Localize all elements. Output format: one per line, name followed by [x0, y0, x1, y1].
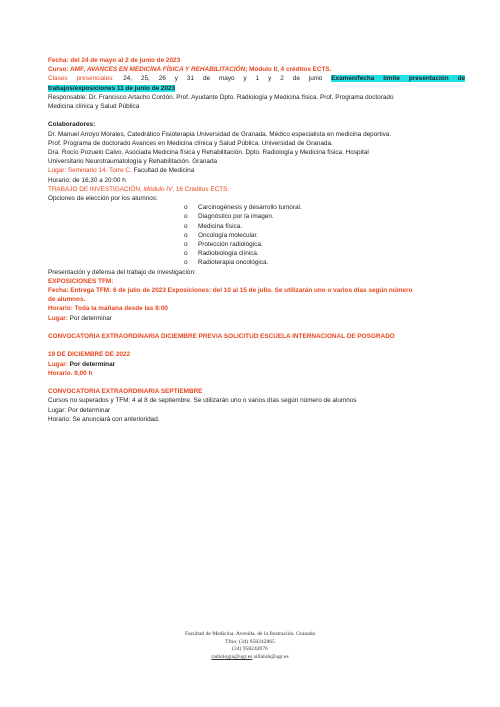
email-link-radiologia[interactable]: radiologia@ugr.es [211, 653, 253, 660]
trabajo-line [48, 185, 465, 194]
septiembre-cursos: Cursos no superados y TFM: 4 al 8 de septiembre. Se utilizarán uno o varios días según número de alumnos [48, 397, 357, 405]
document-body [48, 56, 465, 424]
diciembre-lugar-value: Por determinar [69, 360, 116, 368]
lugar-label: Lugar: [48, 167, 68, 175]
list-item: o Medicina física. [184, 222, 243, 230]
colaboradores-title: Colaboradores: [48, 121, 96, 129]
septiembre-lugar: Lugar: Por determinar [48, 406, 111, 414]
bullet-icon: o [184, 241, 188, 249]
colaborador-1: Dr. Manuel Arroyo Morales, Catedrático Fisioterapia Universidad de Granada. Médico especialista en medicina deportiva. [48, 130, 392, 138]
diciembre-lugar [48, 360, 465, 369]
exposiciones-fecha-cont: de alumnos. [48, 296, 86, 304]
trabajo-suffix: , 16 Créditos ECTS. [172, 185, 230, 193]
lugar-value: Seminario 14. Torre C. [67, 167, 134, 175]
clases-line [48, 74, 465, 83]
exposiciones-fecha: Fecha: Entrega TFM: 6 de julio de 2023 Exposiciones: del 10 al 15 de julio. Se utilizarán uno o varios días según número [48, 287, 413, 295]
curso-prefix: Curso: AMF, [48, 66, 87, 74]
page-footer [0, 631, 500, 661]
exposiciones-lugar-label: Lugar: [48, 314, 70, 322]
footer-phone: Tfno: (34) 958242865 [225, 638, 275, 645]
clases-label: Clases presenciales: [48, 75, 115, 83]
lugar-rest: Facultad de Medicina [133, 167, 195, 175]
colaborador-2: Dra. Rocío Pozuelo Calvo. Asociada Medicina física y Rehabilitación. Dpto. Radiología y Medicina física. Hospital [48, 149, 369, 157]
trabajo-prefix: TRABAJO DE INVESTIGACIÓN, [48, 185, 144, 193]
exposiciones-title: EXPOSICIONES TFM: [48, 277, 114, 285]
exposiciones-lugar [48, 314, 465, 323]
diciembre-horario: Horario. 9,00 h [48, 369, 93, 377]
diciembre-lugar-label: Lugar: [48, 360, 70, 368]
presentacion-line: Presentación y defensa del trabajo de investigación: [48, 268, 196, 276]
lugar-line [48, 166, 465, 175]
opciones-line: Opciones de elección por los alumnos: [48, 195, 158, 203]
options-list [48, 203, 465, 267]
exposiciones-lugar-value: Por determinar [69, 314, 112, 322]
list-item: o Oncología molecular. [184, 231, 259, 239]
septiembre-horario: Horario: Se anunciará con anterioridad. [48, 415, 160, 423]
bullet-icon: o [184, 213, 188, 221]
convocatoria-septiembre-title: CONVOCATORIA EXTRAORDINARIA SEPTIEMBRE [48, 388, 203, 396]
footer-emails [0, 654, 500, 662]
list-item: o Carcinogénesis y desarrollo tumoral. [184, 204, 302, 212]
convocatoria-diciembre-title: CONVOCATORIA EXTRAORDINARIA DICIEMBRE PREVIA SOLICITUD ESCUELA INTERNACIONAL DE POSGRADO [48, 333, 395, 341]
footer-phone-2: (34) 958242076 [232, 646, 268, 653]
bullet-icon: o [184, 222, 188, 230]
exposiciones-horario: Horario: Toda la mañana desde las 8:00 [48, 305, 168, 313]
trabajo-module: Módulo IV [143, 185, 173, 193]
footer-address: Facultad de Medicina. Avenida. de la Ilustración. Granada [184, 631, 316, 637]
email-sillalob: sillalob@ugr.es [253, 653, 289, 660]
bullet-icon: o [184, 204, 188, 212]
fecha-line: Fecha: del 24 de mayo al 2 de junio de 2023 [48, 57, 181, 64]
list-item: o Radiobiología clínica. [184, 250, 259, 258]
clases-line-2 [48, 84, 465, 93]
diciembre-fecha: 19 DE DICIEMBRE DE 2022 [48, 351, 131, 359]
clases-text: 24, 25, 26 y 31 de mayo y 1 y 2 de junio [114, 75, 332, 83]
list-item: o Diagnóstico por la imagen. [184, 213, 274, 221]
responsable-line: Responsable: Dr. Francisco Artacho Cordón. Prof. Ayudante Dpto. Radiología y Medicina física. Prof. Programa doctorado [48, 93, 394, 101]
bullet-icon: o [184, 250, 188, 258]
horario-line: Horario: de 16,30 a 20:00 h [48, 176, 126, 184]
clases-highlight-1: Examen/fecha límite presentación de [331, 75, 466, 83]
list-item: o Protección radiológica. [184, 241, 263, 249]
list-item: o Radioterapia oncológica. [184, 259, 269, 267]
bullet-icon: o [184, 259, 188, 267]
curso-title: AVANCES EN MEDICINA FÍSICA Y REHABILITACIÓN [86, 66, 246, 74]
curso-line [48, 65, 465, 74]
clases-highlight-2: trabajos/exposiciones 11 de junio de 2023 [48, 84, 176, 92]
colaborador-1-cont: Prof. Programa de doctorado Avances en Medicina clínica y Salud Pública. Universidad de Granada. [48, 139, 333, 147]
bullet-icon: o [184, 231, 188, 239]
responsable-line-2: Medicina clínica y Salud Pública [48, 103, 140, 111]
colaborador-2-cont: Universitario Neurotraumatología y Rehabilitación. Granada [48, 158, 218, 166]
curso-suffix: ; Módulo II, 4 créditos ECTS. [245, 66, 332, 74]
